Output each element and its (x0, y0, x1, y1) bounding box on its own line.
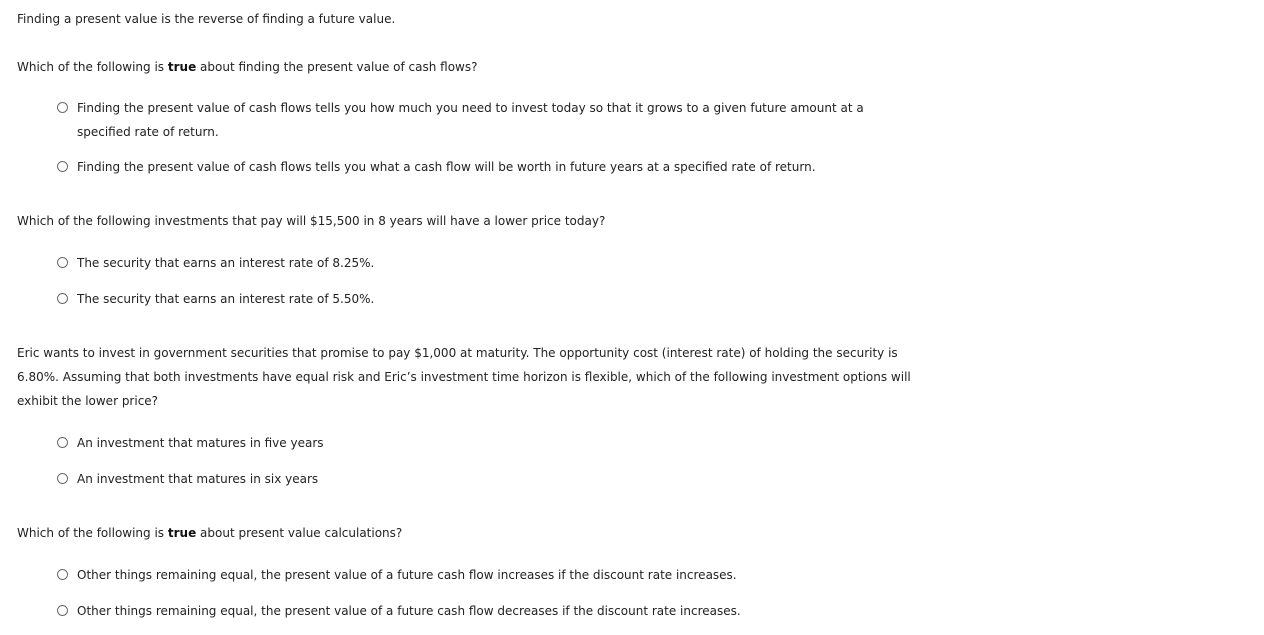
question-1-suffix: about finding the present value of cash flows? (196, 60, 478, 74)
option-label: The security that earns an interest rate of 5.50%. (77, 292, 375, 306)
option-label: The security that earns an interest rate of 8.25%. (77, 256, 375, 270)
radio-button[interactable] (57, 605, 68, 616)
question-1-option-1[interactable] (57, 96, 877, 144)
question-1-prompt (17, 55, 478, 79)
radio-button[interactable] (57, 473, 68, 484)
option-label: Other things remaining equal, the present value of a future cash flow decreases if the discount rate increases. (77, 604, 741, 618)
question-4-option-2[interactable] (57, 599, 741, 623)
question-3-prompt: Eric wants to invest in government securities that promise to pay $1,000 at maturity. The opportunity cost (interest rate) of holding the security is 6.80%. Assuming that both investments have equal risk and Eric’s investment time horizon is flexible, which of the following investment options will exhibit the lower price? (17, 346, 911, 408)
radio-button[interactable] (57, 437, 68, 448)
option-label: An investment that matures in five years (77, 436, 324, 450)
question-2-option-1[interactable] (57, 251, 374, 275)
option-label: An investment that matures in six years (77, 472, 319, 486)
question-4-prefix: Which of the following is (17, 526, 168, 540)
question-2-option-2[interactable] (57, 287, 374, 311)
question-3-option-1[interactable] (57, 431, 324, 455)
radio-button[interactable] (57, 293, 68, 304)
option-label: Finding the present value of cash flows tells you what a cash flow will be worth in future years at a specified rate of return. (77, 160, 816, 174)
question-1-bold: true (167, 60, 197, 74)
radio-button[interactable] (57, 161, 68, 172)
radio-button[interactable] (57, 569, 68, 580)
question-2-prompt: Which of the following investments that pay will $15,500 in 8 years will have a lower price today? (17, 214, 606, 228)
question-1-prefix: Which of the following is (17, 60, 168, 74)
question-3-option-2[interactable] (57, 467, 318, 491)
question-4-suffix: about present value calculations? (196, 526, 403, 540)
intro-text: Finding a present value is the reverse of finding a future value. (17, 12, 396, 26)
option-label: Other things remaining equal, the present value of a future cash flow increases if the discount rate increases. (77, 568, 737, 582)
question-4-bold: true (167, 526, 197, 540)
option-label: Finding the present value of cash flows tells you how much you need to invest today so that it grows to a given future amount at a specified rate of return. (77, 101, 864, 139)
question-4-option-1[interactable] (57, 563, 737, 587)
question-4-prompt (17, 521, 402, 545)
radio-button[interactable] (57, 257, 68, 268)
question-1-option-2[interactable] (57, 155, 816, 179)
radio-button[interactable] (57, 102, 68, 113)
